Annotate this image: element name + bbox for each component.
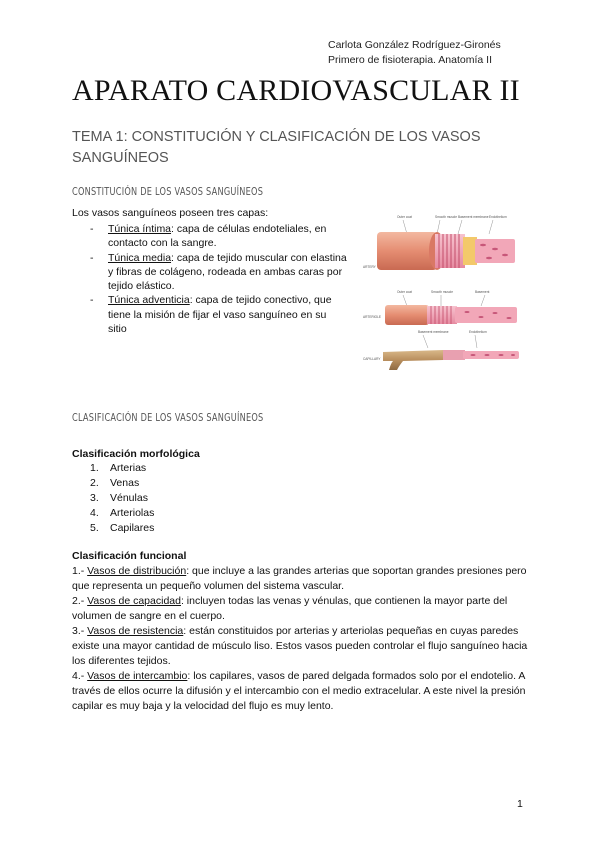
layers-intro: Los vasos sanguíneos poseen tres capas: [72, 207, 269, 219]
list-item [72, 491, 154, 506]
list-item [72, 594, 534, 624]
svg-text:Endothelium: Endothelium [489, 215, 507, 219]
svg-text:ARTERIOLE: ARTERIOLE [363, 315, 382, 319]
svg-text:Basement: Basement [475, 290, 490, 294]
layer-description: : capa de tejido muscular con elastina y fibras de colágeno, rodeada en ambas caras por tejido elástico. [108, 251, 347, 293]
svg-text:Smooth muscle: Smooth muscle [431, 290, 453, 294]
list-item [72, 521, 154, 536]
list-item [72, 564, 534, 594]
svg-text:Outer coat: Outer coat [397, 215, 412, 219]
item-term: Vasos de capacidad [87, 595, 181, 607]
list-item [72, 461, 154, 476]
list-item [72, 293, 347, 336]
item-description: : incluyen todas las venas y vénulas, que contienen la mayor parte del volumen de sangre en el cuerpo. [72, 595, 508, 622]
svg-text:Endothelium: Endothelium [469, 330, 487, 334]
item-number: 3. [90, 492, 99, 504]
svg-text:Basement membrane: Basement membrane [418, 330, 449, 334]
item-label: Capilares [110, 522, 155, 534]
page-title: APARATO CARDIOVASCULAR II [72, 74, 520, 107]
list-item [72, 624, 534, 669]
svg-text:Smooth muscle: Smooth muscle [435, 215, 457, 219]
morphological-classification-list [72, 461, 154, 536]
vessel-layers-list [72, 222, 347, 336]
morphological-classification-heading: Clasificación morfológica [72, 448, 200, 460]
item-term: Vasos de distribución [87, 565, 187, 577]
layer-term: Túnica media [108, 251, 172, 264]
list-item [72, 251, 347, 294]
svg-text:Basement membrane: Basement membrane [458, 215, 489, 219]
list-item [72, 506, 154, 521]
item-prefix: 3.- [72, 625, 88, 637]
layer-term: Túnica íntima [108, 223, 172, 235]
layer-term: Túnica adventicia [108, 294, 190, 307]
item-description: : que incluye a las grandes arterias que soportan grandes presiones pero que representa un pequeño volumen del sistema vascular. [72, 565, 527, 592]
functional-classification-heading: Clasificación funcional [72, 550, 187, 562]
item-prefix: 1.- [72, 565, 88, 577]
page-number: 1 [517, 798, 523, 810]
svg-text:CAPILLARY: CAPILLARY [363, 357, 381, 361]
section-heading-constitution: CONSTITUCIÓN DE LOS VASOS SANGUÍNEOS [72, 186, 264, 198]
list-item [72, 222, 347, 251]
item-prefix: 2.- [72, 595, 88, 607]
item-label: Arterias [110, 462, 147, 474]
section-heading-classification: CLASIFICACIÓN DE LOS VASOS SANGUÍNEOS [72, 412, 264, 424]
topic-subtitle: TEMA 1: CONSTITUCIÓN Y CLASIFICACIÓN DE LOS VASOS SANGUÍNEOS [72, 129, 481, 166]
item-label: Vénulas [110, 492, 148, 504]
blood-vessel-illustration [363, 210, 528, 370]
item-number: 4. [90, 507, 99, 519]
svg-text:ARTERY: ARTERY [363, 265, 376, 269]
layer-description: : capa de tejido conectivo, que tiene la misión de fijar el vaso sanguíneo en su sitio [108, 294, 332, 336]
document-header [328, 38, 588, 68]
item-number: 1. [90, 462, 99, 474]
item-number: 2. [90, 477, 99, 489]
svg-text:Outer coat: Outer coat [397, 290, 412, 294]
functional-classification-list [72, 564, 534, 714]
item-prefix: 4.- [72, 670, 88, 682]
item-term: Vasos de resistencia [87, 625, 184, 637]
item-number: 5. [90, 522, 99, 534]
layer-description: : capa de células endoteliales, en contacto con la sangre. [108, 223, 327, 250]
list-item [72, 669, 534, 714]
item-description: : los capilares, vasos de pared delgada formados solo por el endotelio. A través de ellos ocurre la difusión y el intercambio con el medio extracelular. A este nivel la presión capilar es muy baja y la velocidad del flujo es muy lento. [72, 670, 526, 712]
item-label: Venas [110, 477, 140, 489]
author-name: Carlota González Rodríguez-Gironés [328, 39, 501, 51]
course-name: Primero de fisioterapia. Anatomía II [328, 54, 492, 66]
item-label: Arteriolas [110, 507, 155, 519]
item-description: : están constituidos por arterias y arteriolas pequeñas en cuyas paredes existe una mayor cantidad de músculo liso. Estos vasos pueden controlar el flujo sanguíneo hacia los diferentes tejidos. [72, 625, 528, 667]
item-term: Vasos de intercambio [87, 670, 188, 682]
list-item [72, 476, 154, 491]
